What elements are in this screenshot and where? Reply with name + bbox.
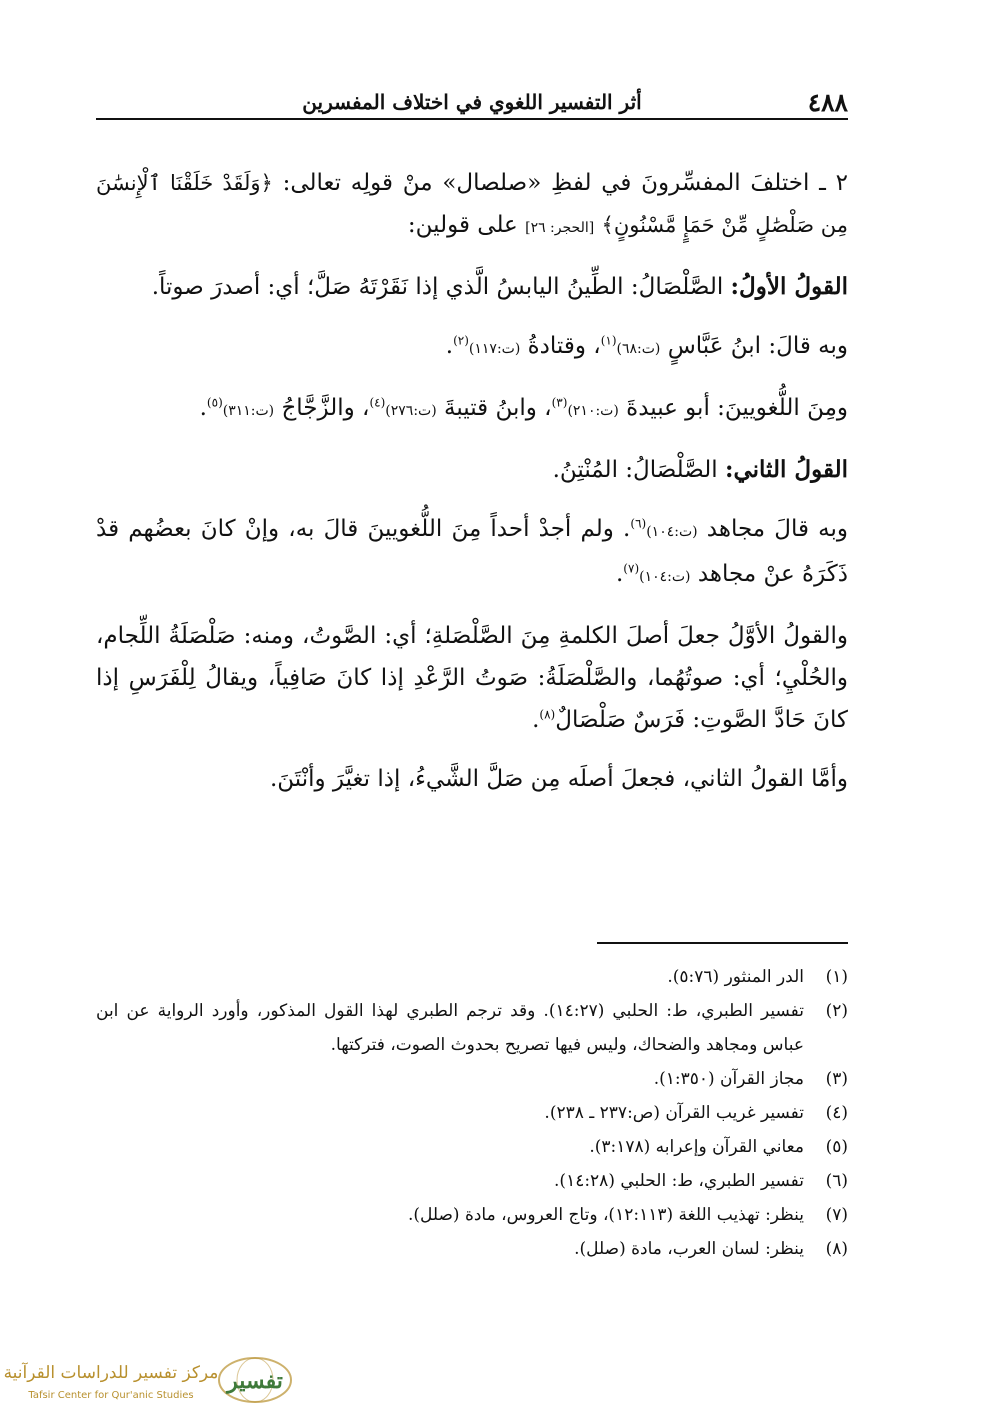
footnote-text: مجاز القرآن (١:٣٥٠). [653, 1069, 804, 1089]
analysis-two-paragraph [96, 758, 848, 800]
second-sayers-mid: . ولم أجدْ أحداً مِنَ اللُّغويينَ قالَ به، وإنْ كانَ بعضُهم قدْ ذَكَرَهُ عنْ مجاهد [96, 516, 848, 587]
footnote-text: الدر المنثور (٥:٧٦). [667, 967, 804, 987]
main-text [96, 162, 848, 817]
page-number: ٤٨٨ [807, 88, 848, 117]
first-opinion-label: القولُ الأولُ: [730, 273, 848, 300]
footnote-number: (٧) [825, 1205, 848, 1225]
analysis-one-text: والقولُ الأوَّلُ جعلَ أصلَ الكلمةِ مِنَ الصَّلْصَلةِ؛ أي: الصَّوتُ، ومنه: صَلْصَلَةُ اللِّجام، والحُلْيِ؛ أي: صوتُهُما، والصَّلْصَلَةُ: صَوتُ الرَّعْدِ إذا كانَ صَافِياً، ويقالُ لِلْفَرَسِ إذا كانَ حَادَّ الصَّوتِ: فَرَسٌ صَلْصَالٌ [96, 623, 848, 733]
footnote-number: (٣) [825, 1069, 848, 1089]
analysis-one-end: . [532, 707, 540, 733]
verse-reference: [الحجر: ٢٦] [525, 220, 595, 236]
footnote-item [96, 1130, 848, 1164]
footnote-number: (٦) [825, 1171, 848, 1191]
death-date: (ت:٢٧٦) [385, 403, 437, 419]
death-date: (ت:٣١١) [222, 403, 275, 419]
footnote-number: (٥) [825, 1137, 848, 1157]
second-sayers-end: . [615, 561, 624, 587]
second-sayers-paragraph [96, 508, 848, 598]
footnote-text: ينظر: تهذيب اللغة (١٢:١١٣)، وتاج العروس، مادة (صلل). [407, 1205, 804, 1225]
running-title: أثر التفسير اللغوي في اختلاف المفسرين [302, 90, 642, 114]
analysis-one-paragraph [96, 615, 848, 741]
footnote-item [96, 1062, 848, 1096]
footnote-ref-7[interactable]: (٧) [623, 561, 640, 576]
footnote-text: ينظر: لسان العرب، مادة (صلل). [574, 1239, 804, 1259]
second-opinion-paragraph [96, 449, 848, 491]
footnotes [96, 960, 848, 1266]
linguists-lead: ومِنَ اللُّغويينَ: أبو عبيدةَ [626, 395, 848, 421]
first-sayers-mid: ، وقتادةُ [527, 333, 601, 359]
tafsir-center-logo [3, 1352, 298, 1410]
footnote-ref-6[interactable]: (٦) [630, 516, 647, 531]
footnote-ref-3[interactable]: (٣) [551, 395, 568, 410]
footnote-ref-2[interactable]: (٢) [453, 333, 469, 348]
death-date: (ت:١٠٤) [639, 569, 691, 585]
footnote-number: (٨) [825, 1239, 848, 1259]
footnote-number: (٢) [825, 1001, 848, 1021]
death-date: (ت:٢١٠) [567, 403, 619, 419]
footnote-text: تفسير الطبري، ط: الحلبي (١٤:٢٧). وقد ترجم الطبري لهذا القول المذكور، وأورد الرواية عن ابن عباس ومجاهد والضحاك، وليس فيها تصريح بحدوث الصوت، فتركتها. [96, 1001, 804, 1055]
footnote-item [96, 960, 848, 994]
linguists-end: . [199, 395, 207, 421]
analysis-two-text: وأمَّا القولُ الثاني، فجعلَ أصلَه مِن صَلَّ الشَّيءُ، إذا تغيَّرَ وأنْتَنَ. [269, 766, 848, 792]
footnote-item [96, 1096, 848, 1130]
logo-org-arabic: مركز تفسير للدراسات القرآنية [3, 1363, 219, 1383]
first-sayers-lead: وبه قالَ: ابنُ عَبَّاسٍ [667, 333, 848, 359]
intro-text: ٢ ـ اختلفَ المفسِّرونَ في لفظِ «صلصال» منْ قولِه تعالى: [282, 170, 848, 196]
footnote-number: (١) [825, 967, 848, 987]
first-sayers-end: . [445, 333, 454, 359]
second-sayers-lead: وبه قالَ مجاهد [706, 516, 848, 542]
second-opinion-text: الصَّلْصَالُ: المُنْتِنُ. [552, 457, 718, 483]
death-date: (ت:٦٨) [616, 341, 661, 357]
logo-org-english: Tafsir Center for Qur'anic Studies [28, 1390, 194, 1401]
linguists-s1: ، وابنُ قتيبةَ [444, 395, 552, 421]
second-opinion-label: القولُ الثاني: [724, 456, 848, 483]
intro-tail: على قولين: [407, 212, 518, 238]
death-date: (ت:١١٧) [468, 341, 521, 357]
logo-word: تفسير [227, 1368, 283, 1394]
footnote-ref-8[interactable]: (٨) [539, 707, 556, 722]
footnote-item [96, 1198, 848, 1232]
footnote-text: تفسير الطبري، ط: الحلبي (١٤:٢٨). [554, 1171, 804, 1191]
footnote-ref-4[interactable]: (٤) [369, 395, 386, 410]
first-opinion-text: الصَّلْصَالُ: الطِّينُ اليابسُ الَّذي إذا نَقَرْتَهُ صَلَّ؛ أي: أصدرَ صوتاً. [151, 274, 724, 300]
footnote-divider [597, 942, 848, 944]
footnote-item [96, 994, 848, 1062]
intro-paragraph [96, 162, 848, 249]
death-date: (ت:١٠٤) [646, 524, 698, 540]
quran-verse: ﴿وَلَقَدْ خَلَقْنَا ٱلْإِنسَٰنَ مِن صَلْصَٰلٍ مِّنْ حَمَإٍ مَّسْنُونٍ﴾ [96, 171, 848, 237]
footnote-item [96, 1232, 848, 1266]
footnote-ref-1[interactable]: (١) [600, 333, 617, 348]
page-header [96, 88, 848, 120]
linguists-paragraph [96, 387, 848, 432]
footnote-item [96, 1164, 848, 1198]
first-sayers-paragraph [96, 325, 848, 370]
footnote-ref-5[interactable]: (٥) [206, 395, 223, 410]
footnote-text: معاني القرآن وإعرابه (٣:١٧٨). [589, 1137, 804, 1157]
linguists-s2: ، والزَّجَّاجُ [281, 395, 370, 421]
first-opinion-paragraph [96, 266, 848, 308]
footnote-text: تفسير غريب القرآن (ص:٢٣٧ ـ ٢٣٨). [544, 1103, 804, 1123]
footnote-number: (٤) [825, 1103, 848, 1123]
